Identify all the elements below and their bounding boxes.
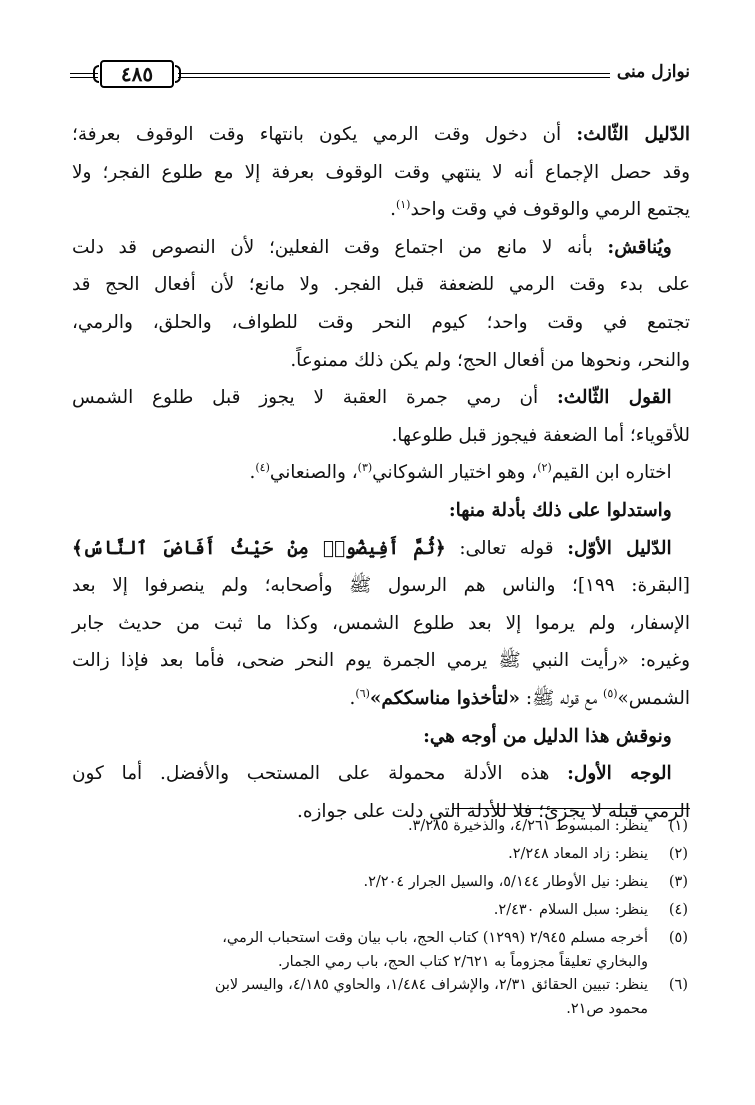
section-heading: واستدلوا على ذلك بأدلة منها:	[448, 499, 672, 521]
footnote-item	[68, 871, 690, 899]
footnote-number: (٦)	[668, 977, 688, 994]
section-heading: الدّليل الثّالث:	[576, 124, 690, 145]
section-heading: ونوقش هذا الدليل من أوجه هي:	[423, 725, 672, 747]
text-run: هذه الأدلة محمولة على المستحب والأفضل. أما كون	[72, 763, 568, 785]
text-run: .	[390, 199, 396, 221]
section-heading: الدّليل الأوّل:	[567, 537, 672, 559]
footnote-text: والبخاري تعليقاً مجزوماً به ٢/٦٢١ كتاب الحج، باب رمي الجمار.	[278, 953, 648, 970]
text-line	[72, 191, 690, 229]
footnote-text: ينظر: المبسوط ٤/٢٦١، والذخيرة ٣/٢٨٥.	[407, 818, 648, 834]
footnote-number: (٣)	[668, 874, 688, 890]
running-title: نوازل منى	[616, 62, 690, 82]
text-run: .	[349, 687, 356, 709]
text-run: أن رمي جمرة العقبة لا يجوز قبل طلوع الشمس	[72, 387, 557, 409]
footnote-text: ينظر: نيل الأوطار ٥/١٤٤، والسيل الجرار ٢/٢٠٤.	[363, 874, 648, 890]
text-line: والنحر، ونحوها من أفعال الحج؛ ولم يكن ذلك ممنوعاً.	[290, 349, 690, 371]
page-number: ٤٨٥	[120, 62, 154, 86]
text-line: على بدء وقت الرمي للضعفة قبل الفجر. ولا مانع؛ لأن أفعال الحج قد	[72, 274, 690, 296]
page-number-badge	[100, 60, 174, 88]
text-line	[72, 530, 690, 568]
footnote-ref[interactable]: (٥)	[603, 686, 618, 700]
text-line	[72, 116, 690, 154]
footnote-item	[68, 899, 690, 927]
text-run: ، وهو اختيار الشوكاني	[372, 462, 538, 484]
footnote-number: (٥)	[668, 930, 688, 946]
footnote-number: (٤)	[668, 902, 688, 918]
quran-verse: ﴿ثُمَّ أَفِيضُوا۟ مِنْ حَيْثُ أَفَاضَ ٱلنَّاسُ﴾	[72, 537, 446, 559]
text-line: الرمي قبله لا يجزئ؛ فلا للأدلة التي دلت على جوازه.	[297, 800, 690, 822]
footnote-text: أخرجه مسلم ٢/٩٤٥ (١٢٩٩) كتاب الحج، باب بيان وقت استحباب الرمي،	[222, 930, 648, 946]
text-line: [البقرة: ١٩٩]؛ والناس هم الرسول ﷺ وأصحابه؛ ولم ينصرفوا إلا بعد	[72, 575, 690, 597]
text-line: تجتمع في وقت واحد؛ كيوم النحر وقت للطواف، والحلق، والرمي،	[72, 311, 690, 333]
text-line: للأقوياء؛ أما الضعفة فيجوز قبل طلوعها.	[391, 424, 690, 446]
footnote-item	[68, 974, 690, 1021]
text-line	[72, 718, 690, 756]
text-line	[72, 755, 690, 793]
text-line: وقد حصل الإجماع أنه لا ينتهي وقت الوقوف بعرفة إلا مع طلوع الفجر؛ ولا	[72, 161, 690, 183]
footnotes	[68, 815, 690, 1021]
text-run: الشمس»	[617, 687, 690, 709]
text-run: بأنه لا مانع من اجتماع وقت الفعلين؛ لأن النصوص قد دلت	[72, 236, 608, 258]
footnote-ref[interactable]: (٢)	[537, 461, 552, 475]
footnote-text: محمود ص٢١.	[566, 1000, 648, 1017]
footnote-ref[interactable]: (٣)	[357, 461, 373, 475]
text-line	[72, 492, 690, 530]
text-line	[72, 379, 690, 417]
footnote-ref[interactable]: (٤)	[255, 461, 270, 475]
text-run: أن دخول وقت الرمي يكون بانتهاء وقت الوقوف بعرفة؛	[72, 124, 577, 145]
footnote-number: (١)	[668, 818, 688, 834]
footnote-ref[interactable]: (٦)	[355, 686, 370, 700]
page-header	[70, 58, 690, 94]
footnote-ref[interactable]: (١)	[395, 198, 411, 212]
footnote-separator	[452, 808, 690, 809]
footnote-text: ينظر: زاد المعاد ٢/٢٤٨.	[508, 846, 648, 862]
section-heading: الوجه الأول:	[567, 763, 672, 785]
text-line	[72, 680, 690, 718]
text-run: مع قوله ﷺ:	[520, 687, 604, 709]
text-line: الإسفار، ولم يرموا إلا بعد طلوع الشمس، وكذا ما ثبت من حديث جابر	[72, 612, 690, 634]
text-line	[72, 454, 690, 492]
text-line	[72, 229, 690, 267]
footnote-item	[68, 815, 690, 843]
footnote-text: ينظر: تبيين الحقائق ٢/٣١، والإشراف ١/٤٨٤، والحاوي ٤/١٨٥، واليسر لابن	[214, 977, 648, 994]
hadith-quote: «لتأخذوا مناسككم»	[369, 687, 521, 709]
footnote-number: (٢)	[668, 846, 688, 862]
text-run: .	[249, 462, 256, 484]
footnote-item	[68, 843, 690, 871]
text-run: قوله تعالى:	[445, 537, 568, 559]
section-heading: ويُناقش:	[607, 236, 672, 258]
text-run: يجتمع الرمي والوقوف في وقت واحد	[410, 199, 690, 221]
text-run: ، والصنعاني	[269, 462, 358, 484]
text-run: اختاره ابن القيم	[551, 462, 672, 484]
footnote-text: ينظر: سبل السلام ٢/٤٣٠.	[493, 902, 648, 918]
header-rule-right	[178, 73, 610, 78]
section-heading: القول الثّالث:	[556, 387, 672, 409]
text-line: وغيره: «رأيت النبي ﷺ يرمي الجمرة يوم النحر ضحى، فأما بعد فإذا زالت	[72, 650, 690, 672]
main-text	[72, 116, 690, 830]
footnote-item	[68, 927, 690, 974]
